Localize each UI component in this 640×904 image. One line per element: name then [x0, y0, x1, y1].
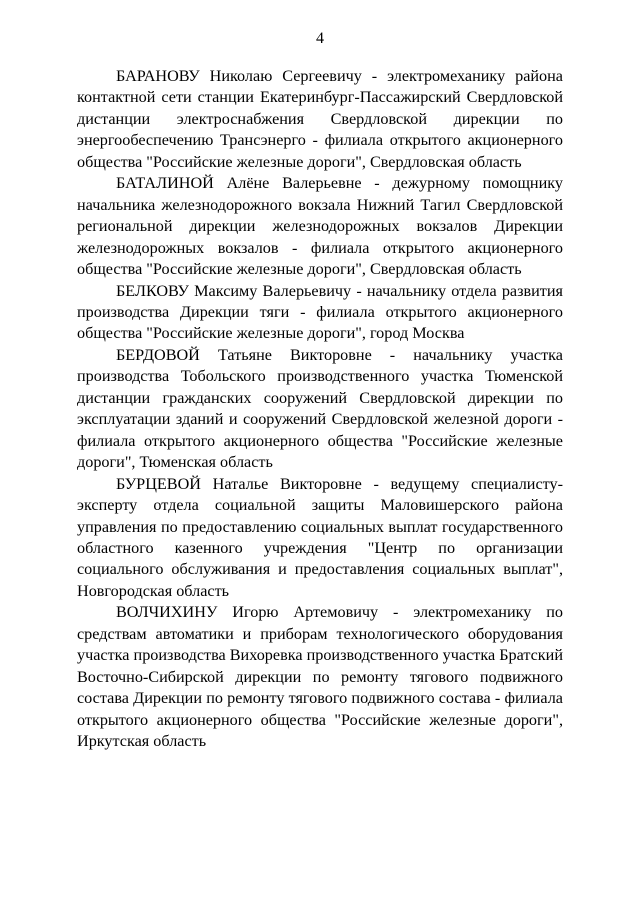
list-item	[77, 474, 563, 603]
recipient-surname: БЕРДОВОЙ	[116, 345, 200, 364]
recipient-details: Татьяне Викторовне - начальнику участка производства Тобольского производственного участка Тюменской дистанции гражданских сооружений Свердловской дирекции по эксплуатации зданий и сооружений Свердловской железной дороги - филиала открытого акционерного общества "Российские железные дороги", Тюменская область	[77, 345, 563, 472]
page-number: 4	[316, 30, 324, 47]
recipient-surname: БАРАНОВУ	[116, 67, 200, 85]
recipient-details: Наталье Викторовне - ведущему специалисту-эксперту отдела социальной защиты Маловишерского района управления по предоставлению социальных выплат государственного областного казенного учреждения "Центр по организации социального обслуживания и предоставления социальных выплат", Новгородская область	[77, 474, 563, 600]
recipient-details: Максиму Валерьевичу - начальнику отдела развития производства Дирекции тяги - филиала открытого акционерного общества "Российские железные дороги", город Москва	[77, 281, 563, 343]
list-item	[77, 281, 563, 345]
recipient-surname: БЕЛКОВУ	[116, 281, 189, 300]
recipient-surname: БУРЦЕВОЙ	[116, 474, 201, 493]
list-item	[77, 173, 563, 280]
recipient-details: Игорю Артемовичу - электромеханику по средствам автоматики и приборам технологического оборудования участка производства Вихоревка производственного участка Братский Восточно-Сибирской дирекции по ремонту тягового подвижного состава Дирекции по ремонту тягового подвижного состава - филиала открытого акционерного общества "Российские железные дороги", Иркутская область	[77, 603, 563, 751]
recipient-surname: БАТАЛИНОЙ	[116, 174, 214, 193]
list-item	[77, 602, 563, 752]
recipient-details: Алёне Валерьевне - дежурному помощнику начальника железнодорожного вокзала Нижний Тагил Свердловской региональной дирекции железнодорожных вокзалов Дирекции железнодорожных вокзалов - филиала открытого акционерного общества "Российские железные дороги", Свердловская область	[77, 174, 563, 279]
award-list	[77, 66, 563, 753]
list-item	[77, 345, 563, 474]
recipient-details: Николаю Сергеевичу - электромеханику района контактной сети станции Екатеринбург-Пассажирский Свердловской дистанции электроснабжения Свердловской дирекции по энергообеспечению Трансэнерго - филиала открытого акционерного общества "Российские железные дороги", Свердловская область	[77, 67, 563, 171]
recipient-surname: ВОЛЧИХИНУ	[116, 603, 218, 622]
list-item	[77, 66, 563, 173]
